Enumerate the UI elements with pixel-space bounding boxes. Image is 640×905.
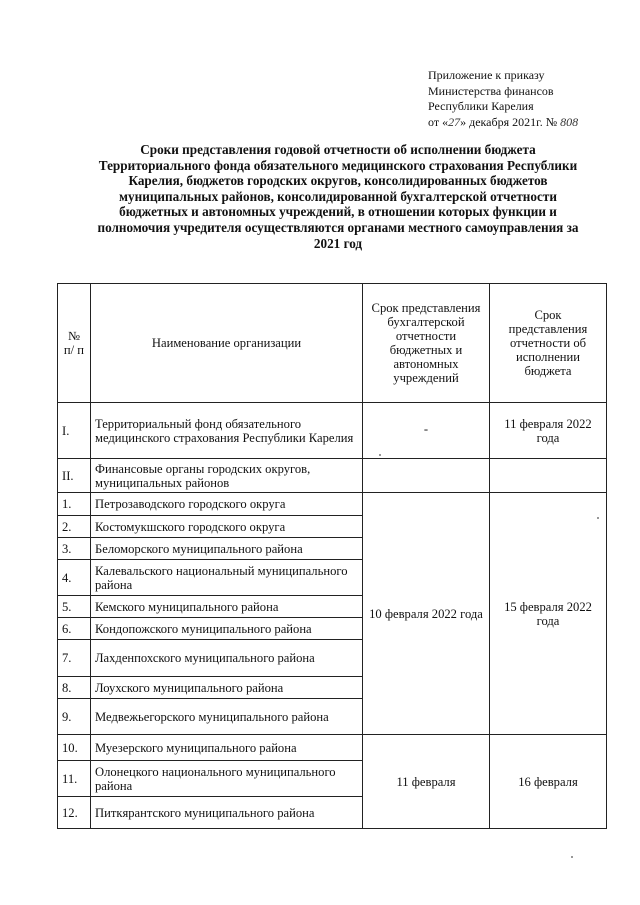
- table-header-row: [58, 284, 607, 403]
- row-num: 3.: [58, 538, 91, 560]
- row-name: Лоухского муниципального района: [91, 677, 363, 699]
- header-budget-deadline: Срок представления отчетности об исполнении бюджета: [490, 284, 607, 403]
- row-num: 8.: [58, 677, 91, 699]
- row-num: 6.: [58, 618, 91, 640]
- row-name: Беломорского муниципального района: [91, 538, 363, 560]
- row-num: 4.: [58, 560, 91, 596]
- header-num: № п/ п: [58, 284, 91, 403]
- table-row: [58, 403, 607, 459]
- row-name: Петрозаводского городского округа: [91, 493, 363, 516]
- table-row: [58, 493, 607, 516]
- row-name: Медвежьегорского муниципального района: [91, 699, 363, 735]
- row-name: Костомукшского городского округа: [91, 516, 363, 538]
- row-name: Кемского муниципального района: [91, 596, 363, 618]
- appendix-line-3: Республики Карелия: [428, 99, 534, 113]
- row-name: Калевальского национальный муниципального района: [91, 560, 363, 596]
- row-name: Питкярантского муниципального района: [91, 797, 363, 829]
- scan-speck: [597, 517, 599, 519]
- table-row: [58, 735, 607, 761]
- deadlines-table: [57, 283, 607, 829]
- row-name: Кондопожского муниципального района: [91, 618, 363, 640]
- row-accounting-deadline: [363, 403, 490, 459]
- row-num: 12.: [58, 797, 91, 829]
- appendix-line-2: Министерства финансов: [428, 83, 554, 98]
- row-num: 1.: [58, 493, 91, 516]
- row-num: II.: [58, 459, 91, 493]
- row-num: 9.: [58, 699, 91, 735]
- dash-value: -: [423, 421, 429, 436]
- appendix-date-day: 27: [448, 114, 461, 129]
- appendix-order-number: 808: [560, 114, 579, 129]
- appendix-date-prefix: от «: [428, 114, 449, 129]
- row-budget-deadline: [490, 459, 607, 493]
- table-row: [58, 459, 607, 493]
- row-accounting-deadline: [363, 459, 490, 493]
- row-num: I.: [58, 403, 91, 459]
- row-num: 11.: [58, 761, 91, 797]
- row-num: 7.: [58, 640, 91, 677]
- scan-speck: [571, 856, 573, 858]
- document-title: Сроки представления годовой отчетности об исполнении бюджета Территориального фонда обязательного медицинского страхования Республики Карелия, бюджетов городских округов, консолидированных бюджетов муниципальных районов, консолидированной бухгалтерской отчетности бюджетных и автономных учреждений, в отношении которых функции и полномочия учредителя осуществляются органами местного самоуправления за 2021 год: [97, 142, 579, 251]
- appendix-date-mid: » декабря 2021г. №: [460, 114, 561, 129]
- group1-accounting-deadline: 10 февраля 2022 года: [363, 493, 490, 735]
- group2-budget-deadline: 16 февраля: [490, 735, 607, 829]
- scan-speck: [379, 454, 381, 456]
- appendix-line-1: Приложение к приказу: [428, 68, 545, 82]
- row-budget-deadline: 11 февраля 2022 года: [490, 403, 607, 459]
- header-name: Наименование организации: [91, 284, 363, 403]
- row-num: 2.: [58, 516, 91, 538]
- row-name: Муезерского муниципального района: [91, 735, 363, 761]
- header-accounting-deadline: Срок представления бухгалтерской отчетности бюджетных и автономных учреждений: [363, 284, 490, 403]
- group1-budget-deadline: 15 февраля 2022 года: [490, 493, 607, 735]
- group2-accounting-deadline: 11 февраля: [363, 735, 490, 829]
- appendix-note: [428, 68, 578, 130]
- row-name: Финансовые органы городских округов, муниципальных районов: [91, 459, 363, 493]
- row-num: 10.: [58, 735, 91, 761]
- row-name: Лахденпохского муниципального района: [91, 640, 363, 677]
- appendix-line-4: [428, 115, 578, 131]
- row-name: Территориальный фонд обязательного медицинского страхования Республики Карелия: [91, 403, 363, 459]
- row-num: 5.: [58, 596, 91, 618]
- row-name: Олонецкого национального муниципального района: [91, 761, 363, 797]
